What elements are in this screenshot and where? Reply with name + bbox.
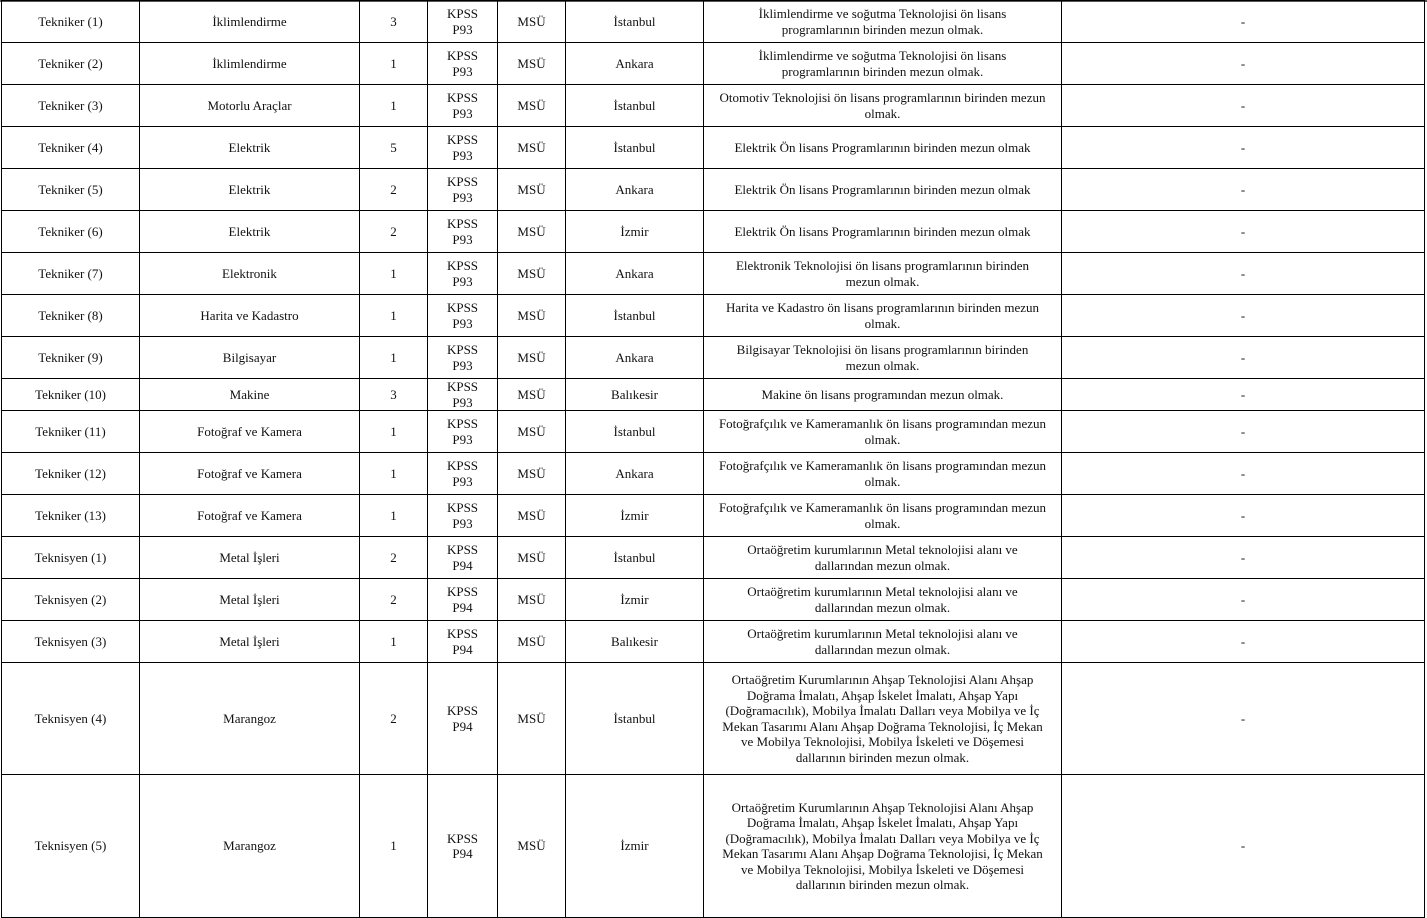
- count-cell: 2: [360, 663, 428, 775]
- table-row: [2, 495, 1425, 537]
- requirement-cell: Elektrik Ön lisans Programlarının birinden mezun olmak: [704, 211, 1062, 253]
- requirement-cell: Fotoğrafçılık ve Kameramanlık ön lisans programından mezun olmak.: [704, 453, 1062, 495]
- position-title-cell: Tekniker (8): [2, 295, 140, 337]
- note-cell: -: [1062, 43, 1425, 85]
- position-title-cell: Tekniker (4): [2, 127, 140, 169]
- exam-score-cell: KPSS P93: [428, 43, 498, 85]
- count-cell: 1: [360, 295, 428, 337]
- institution-cell: MSÜ: [498, 211, 566, 253]
- note-cell: -: [1062, 1, 1425, 43]
- requirement-cell: İklimlendirme ve soğutma Teknolojisi ön lisans programlarının birinden mezun olmak.: [704, 1, 1062, 43]
- city-cell: Ankara: [566, 253, 704, 295]
- institution-cell: MSÜ: [498, 453, 566, 495]
- position-title-cell: Tekniker (7): [2, 253, 140, 295]
- exam-score-cell: KPSS P93: [428, 453, 498, 495]
- city-cell: İstanbul: [566, 295, 704, 337]
- exam-score-cell: KPSS P93: [428, 85, 498, 127]
- count-cell: 2: [360, 211, 428, 253]
- position-title-cell: Tekniker (6): [2, 211, 140, 253]
- table-row: [2, 411, 1425, 453]
- table-row: [2, 211, 1425, 253]
- requirement-cell: Bilgisayar Teknolojisi ön lisans programlarının birinden mezun olmak.: [704, 337, 1062, 379]
- exam-score-cell: KPSS P94: [428, 579, 498, 621]
- position-title-cell: Tekniker (3): [2, 85, 140, 127]
- field-cell: Harita ve Kadastro: [140, 295, 360, 337]
- count-cell: 2: [360, 579, 428, 621]
- count-cell: 1: [360, 775, 428, 918]
- city-cell: İzmir: [566, 495, 704, 537]
- requirement-cell: Ortaöğretim kurumlarının Metal teknolojisi alanı ve dallarından mezun olmak.: [704, 537, 1062, 579]
- institution-cell: MSÜ: [498, 495, 566, 537]
- exam-score-cell: KPSS P94: [428, 663, 498, 775]
- requirement-cell: Ortaöğretim Kurumlarının Ahşap Teknolojisi Alanı Ahşap Doğrama İmalatı, Ahşap İskelet İmalatı, Ahşap Yapı (Doğramacılık), Mobilya İmalatı Dalları veya Mobilya ve İç Mekan Tasarımı Alanı Ahşap Doğrama Teknolojisi, İç Mekan ve Mobilya Teknolojisi, Mobilya İskeleti ve Döşemesi dallarının birinden mezun olmak.: [704, 775, 1062, 918]
- table-row: [2, 1, 1425, 43]
- position-title-cell: Teknisyen (3): [2, 621, 140, 663]
- note-cell: -: [1062, 379, 1425, 411]
- city-cell: İstanbul: [566, 1, 704, 43]
- institution-cell: MSÜ: [498, 775, 566, 918]
- count-cell: 1: [360, 411, 428, 453]
- institution-cell: MSÜ: [498, 85, 566, 127]
- position-title-cell: Teknisyen (1): [2, 537, 140, 579]
- requirement-cell: Ortaöğretim kurumlarının Metal teknolojisi alanı ve dallarından mezun olmak.: [704, 621, 1062, 663]
- city-cell: İzmir: [566, 775, 704, 918]
- institution-cell: MSÜ: [498, 127, 566, 169]
- count-cell: 1: [360, 85, 428, 127]
- city-cell: İstanbul: [566, 127, 704, 169]
- position-title-cell: Tekniker (12): [2, 453, 140, 495]
- requirement-cell: İklimlendirme ve soğutma Teknolojisi ön lisans programlarının birinden mezun olmak.: [704, 43, 1062, 85]
- requirement-cell: Fotoğrafçılık ve Kameramanlık ön lisans programından mezun olmak.: [704, 411, 1062, 453]
- institution-cell: MSÜ: [498, 295, 566, 337]
- requirement-cell: Harita ve Kadastro ön lisans programlarının birinden mezun olmak.: [704, 295, 1062, 337]
- position-title-cell: Tekniker (1): [2, 1, 140, 43]
- note-cell: -: [1062, 127, 1425, 169]
- institution-cell: MSÜ: [498, 379, 566, 411]
- city-cell: Balıkesir: [566, 621, 704, 663]
- field-cell: Elektrik: [140, 211, 360, 253]
- institution-cell: MSÜ: [498, 579, 566, 621]
- note-cell: -: [1062, 211, 1425, 253]
- position-title-cell: Teknisyen (2): [2, 579, 140, 621]
- count-cell: 3: [360, 1, 428, 43]
- institution-cell: MSÜ: [498, 169, 566, 211]
- institution-cell: MSÜ: [498, 411, 566, 453]
- count-cell: 1: [360, 253, 428, 295]
- note-cell: -: [1062, 169, 1425, 211]
- table-row: [2, 337, 1425, 379]
- note-cell: -: [1062, 453, 1425, 495]
- table-row: [2, 43, 1425, 85]
- count-cell: 1: [360, 495, 428, 537]
- requirement-cell: Ortaöğretim Kurumlarının Ahşap Teknolojisi Alanı Ahşap Doğrama İmalatı, Ahşap İskelet İmalatı, Ahşap Yapı (Doğramacılık), Mobilya İmalatı Dalları veya Mobilya ve İç Mekan Tasarımı Alanı Ahşap Doğrama Teknolojisi, İç Mekan ve Mobilya Teknolojisi, Mobilya İskeleti ve Döşemesi dallarının birinden mezun olmak.: [704, 663, 1062, 775]
- institution-cell: MSÜ: [498, 253, 566, 295]
- note-cell: -: [1062, 337, 1425, 379]
- exam-score-cell: KPSS P93: [428, 169, 498, 211]
- table-row: [2, 579, 1425, 621]
- field-cell: Metal İşleri: [140, 579, 360, 621]
- field-cell: Marangoz: [140, 663, 360, 775]
- field-cell: Elektrik: [140, 127, 360, 169]
- table-row: [2, 169, 1425, 211]
- exam-score-cell: KPSS P93: [428, 127, 498, 169]
- table-row: [2, 379, 1425, 411]
- field-cell: Fotoğraf ve Kamera: [140, 453, 360, 495]
- field-cell: Elektronik: [140, 253, 360, 295]
- exam-score-cell: KPSS P94: [428, 621, 498, 663]
- city-cell: Ankara: [566, 43, 704, 85]
- position-title-cell: Teknisyen (5): [2, 775, 140, 918]
- table-row: [2, 537, 1425, 579]
- city-cell: Ankara: [566, 169, 704, 211]
- table-row: [2, 663, 1425, 775]
- field-cell: Fotoğraf ve Kamera: [140, 495, 360, 537]
- city-cell: İstanbul: [566, 537, 704, 579]
- table-row: [2, 253, 1425, 295]
- city-cell: İzmir: [566, 579, 704, 621]
- count-cell: 1: [360, 43, 428, 85]
- table-row: [2, 775, 1425, 918]
- position-title-cell: Teknisyen (4): [2, 663, 140, 775]
- institution-cell: MSÜ: [498, 537, 566, 579]
- institution-cell: MSÜ: [498, 663, 566, 775]
- position-title-cell: Tekniker (2): [2, 43, 140, 85]
- city-cell: İstanbul: [566, 85, 704, 127]
- note-cell: -: [1062, 663, 1425, 775]
- institution-cell: MSÜ: [498, 337, 566, 379]
- table-row: [2, 127, 1425, 169]
- count-cell: 2: [360, 537, 428, 579]
- count-cell: 5: [360, 127, 428, 169]
- exam-score-cell: KPSS P93: [428, 295, 498, 337]
- exam-score-cell: KPSS P94: [428, 537, 498, 579]
- institution-cell: MSÜ: [498, 621, 566, 663]
- field-cell: Bilgisayar: [140, 337, 360, 379]
- table-row: [2, 453, 1425, 495]
- requirement-cell: Elektronik Teknolojisi ön lisans programlarının birinden mezun olmak.: [704, 253, 1062, 295]
- institution-cell: MSÜ: [498, 43, 566, 85]
- table-row: [2, 295, 1425, 337]
- requirement-cell: Fotoğrafçılık ve Kameramanlık ön lisans programından mezun olmak.: [704, 495, 1062, 537]
- exam-score-cell: KPSS P93: [428, 379, 498, 411]
- note-cell: -: [1062, 85, 1425, 127]
- field-cell: Motorlu Araçlar: [140, 85, 360, 127]
- count-cell: 1: [360, 337, 428, 379]
- note-cell: -: [1062, 621, 1425, 663]
- count-cell: 2: [360, 169, 428, 211]
- field-cell: Makine: [140, 379, 360, 411]
- institution-cell: MSÜ: [498, 1, 566, 43]
- count-cell: 1: [360, 621, 428, 663]
- requirement-cell: Makine ön lisans programından mezun olmak.: [704, 379, 1062, 411]
- exam-score-cell: KPSS P93: [428, 411, 498, 453]
- requirement-cell: Elektrik Ön lisans Programlarının birinden mezun olmak: [704, 127, 1062, 169]
- requirement-cell: Otomotiv Teknolojisi ön lisans programlarının birinden mezun olmak.: [704, 85, 1062, 127]
- note-cell: -: [1062, 537, 1425, 579]
- note-cell: -: [1062, 579, 1425, 621]
- exam-score-cell: KPSS P93: [428, 253, 498, 295]
- note-cell: -: [1062, 253, 1425, 295]
- note-cell: -: [1062, 775, 1425, 918]
- city-cell: Balıkesir: [566, 379, 704, 411]
- note-cell: -: [1062, 411, 1425, 453]
- position-title-cell: Tekniker (9): [2, 337, 140, 379]
- note-cell: -: [1062, 295, 1425, 337]
- field-cell: Marangoz: [140, 775, 360, 918]
- positions-table: [1, 0, 1425, 918]
- city-cell: Ankara: [566, 337, 704, 379]
- field-cell: Metal İşleri: [140, 621, 360, 663]
- note-cell: -: [1062, 495, 1425, 537]
- table-row: [2, 85, 1425, 127]
- city-cell: İstanbul: [566, 411, 704, 453]
- city-cell: İzmir: [566, 211, 704, 253]
- requirement-cell: Elektrik Ön lisans Programlarının birinden mezun olmak: [704, 169, 1062, 211]
- field-cell: Fotoğraf ve Kamera: [140, 411, 360, 453]
- position-title-cell: Tekniker (10): [2, 379, 140, 411]
- field-cell: İklimlendirme: [140, 1, 360, 43]
- position-title-cell: Tekniker (11): [2, 411, 140, 453]
- count-cell: 3: [360, 379, 428, 411]
- field-cell: Metal İşleri: [140, 537, 360, 579]
- position-title-cell: Tekniker (13): [2, 495, 140, 537]
- table-row: [2, 621, 1425, 663]
- field-cell: Elektrik: [140, 169, 360, 211]
- requirement-cell: Ortaöğretim kurumlarının Metal teknolojisi alanı ve dallarından mezun olmak.: [704, 579, 1062, 621]
- field-cell: İklimlendirme: [140, 43, 360, 85]
- position-title-cell: Tekniker (5): [2, 169, 140, 211]
- exam-score-cell: KPSS P94: [428, 775, 498, 918]
- exam-score-cell: KPSS P93: [428, 1, 498, 43]
- exam-score-cell: KPSS P93: [428, 211, 498, 253]
- exam-score-cell: KPSS P93: [428, 495, 498, 537]
- city-cell: Ankara: [566, 453, 704, 495]
- exam-score-cell: KPSS P93: [428, 337, 498, 379]
- city-cell: İstanbul: [566, 663, 704, 775]
- count-cell: 1: [360, 453, 428, 495]
